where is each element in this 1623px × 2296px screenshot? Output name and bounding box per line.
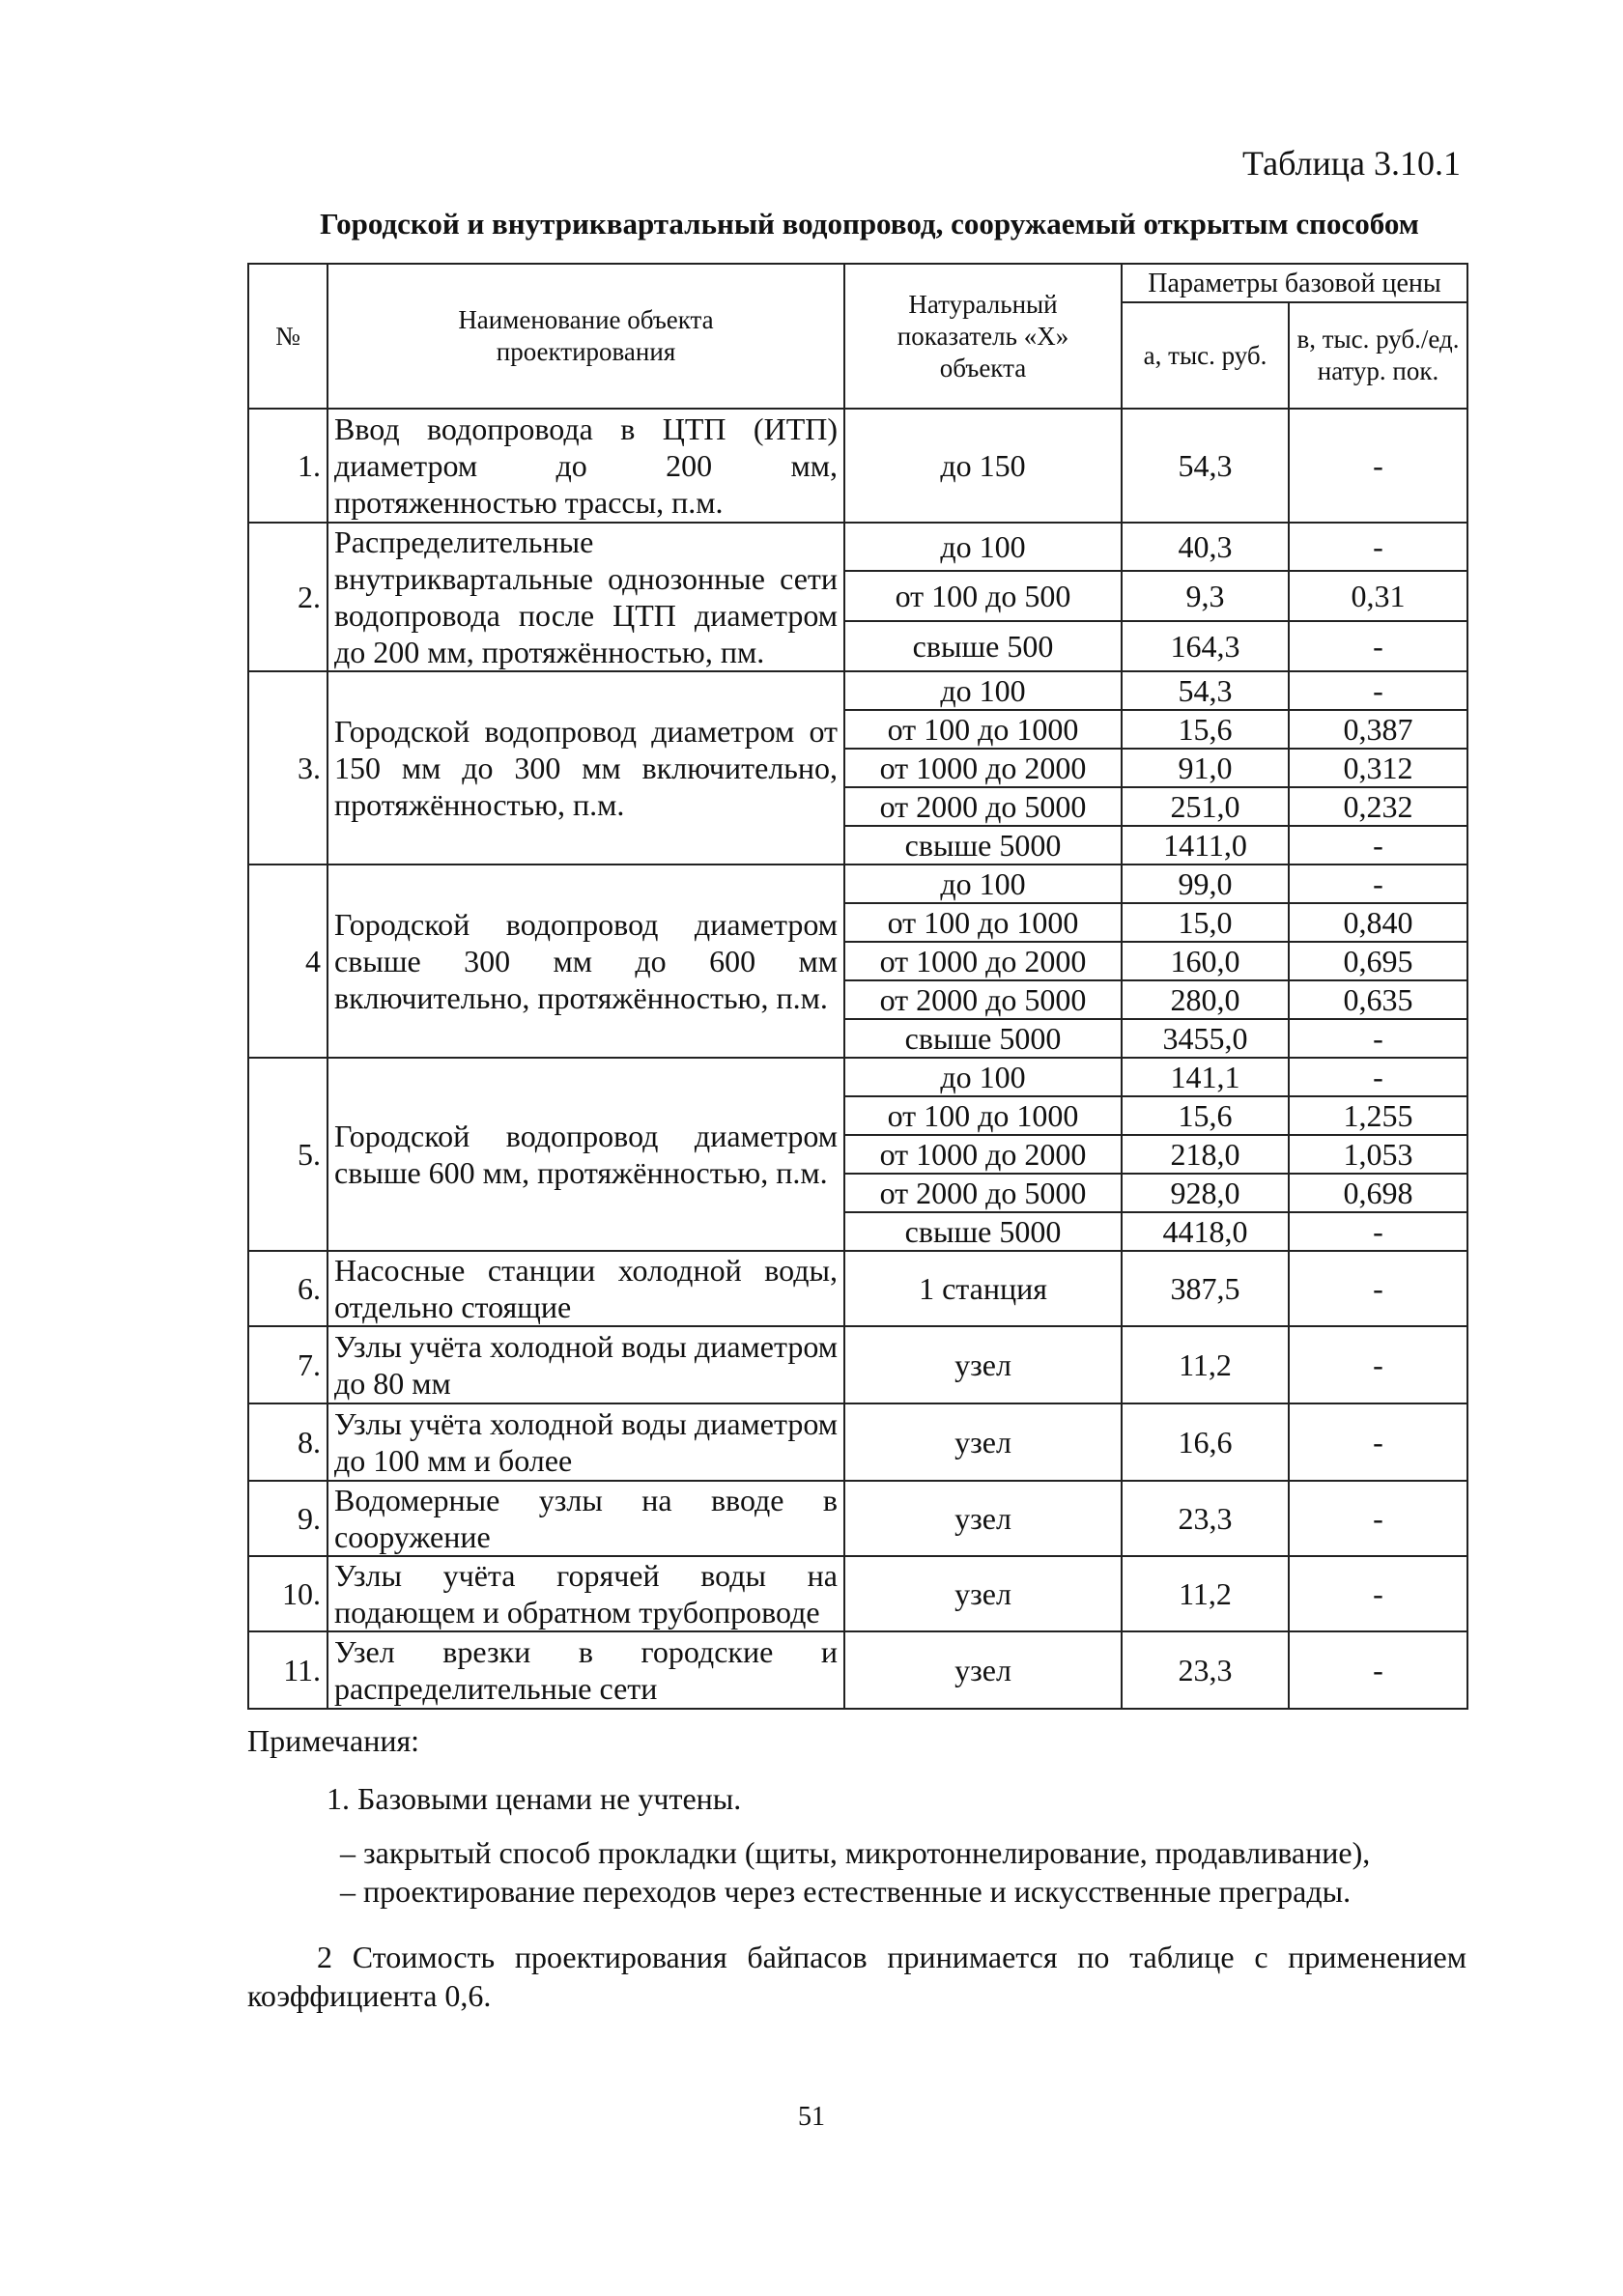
param-a-value: 3455,0: [1122, 1019, 1289, 1058]
param-b-value: 1,255: [1289, 1096, 1467, 1135]
table-row: [248, 1631, 1467, 1709]
row-number: 11.: [248, 1631, 327, 1709]
row-number: 3.: [248, 671, 327, 865]
object-name: Водомерные узлы на вводе в сооружение: [327, 1481, 844, 1556]
object-name: Городской водопровод диаметром свыше 300 мм до 600 мм включительно, протяжённостью, п.м.: [327, 865, 844, 1058]
param-a-value: 218,0: [1122, 1135, 1289, 1174]
row-number: 4: [248, 865, 327, 1058]
param-a-value: 16,6: [1122, 1403, 1289, 1481]
indicator-value: от 1000 до 2000: [844, 1135, 1122, 1174]
param-a-value: 40,3: [1122, 523, 1289, 571]
indicator-value: от 100 до 500: [844, 571, 1122, 621]
param-b-value: 0,31: [1289, 571, 1467, 621]
param-b-value: -: [1289, 523, 1467, 571]
indicator-value: от 100 до 1000: [844, 1096, 1122, 1135]
row-number: 8.: [248, 1403, 327, 1481]
indicator-value: узел: [844, 1556, 1122, 1631]
row-number: 9.: [248, 1481, 327, 1556]
param-b-value: -: [1289, 1556, 1467, 1631]
indicator-value: от 100 до 1000: [844, 903, 1122, 942]
indicator-value: от 1000 до 2000: [844, 749, 1122, 787]
param-a-value: 141,1: [1122, 1058, 1289, 1096]
object-name: Узел врезки в городские и распределительные сети: [327, 1631, 844, 1709]
table-row: [248, 671, 1467, 710]
indicator-value: свыше 5000: [844, 826, 1122, 865]
param-a-value: 160,0: [1122, 942, 1289, 980]
param-b-value: 0,698: [1289, 1174, 1467, 1212]
param-b-value: 1,053: [1289, 1135, 1467, 1174]
row-number: 6.: [248, 1251, 327, 1326]
indicator-value: узел: [844, 1403, 1122, 1481]
table-row: [248, 523, 1467, 571]
row-number: 2.: [248, 523, 327, 671]
indicator-value: 1 станция: [844, 1251, 1122, 1326]
table-row: [248, 409, 1467, 523]
row-number: 10.: [248, 1556, 327, 1631]
header-indicator: Натуральный показатель «Х» объекта: [844, 264, 1122, 409]
object-name: Городской водопровод диаметром свыше 600 мм, протяжённостью, п.м.: [327, 1058, 844, 1251]
param-a-value: 4418,0: [1122, 1212, 1289, 1251]
param-b-value: 0,232: [1289, 787, 1467, 826]
table-title: Городской и внутриквартальный водопровод, сооружаемый открытым способом: [320, 207, 1419, 241]
param-a-value: 280,0: [1122, 980, 1289, 1019]
param-b-value: -: [1289, 865, 1467, 903]
object-name: Ввод водопровода в ЦТП (ИТП) диаметром до 200 мм, протяженностью трассы, п.м.: [327, 409, 844, 523]
param-b-value: 0,695: [1289, 942, 1467, 980]
param-b-value: -: [1289, 409, 1467, 523]
param-a-value: 251,0: [1122, 787, 1289, 826]
param-b-value: -: [1289, 1019, 1467, 1058]
param-a-value: 11,2: [1122, 1556, 1289, 1631]
object-name: Распределительные внутриквартальные однозонные сети водопровода после ЦТП диаметром до 200 мм, протяжённостью, пм.: [327, 523, 844, 671]
param-a-value: 23,3: [1122, 1631, 1289, 1709]
indicator-value: свыше 5000: [844, 1212, 1122, 1251]
table-row: [248, 1251, 1467, 1326]
param-a-value: 54,3: [1122, 671, 1289, 710]
param-b-value: -: [1289, 1403, 1467, 1481]
param-a-value: 11,2: [1122, 1326, 1289, 1403]
indicator-value: до 150: [844, 409, 1122, 523]
indicator-value: свыше 5000: [844, 1019, 1122, 1058]
note-1: 1. Базовыми ценами не учтены.: [327, 1781, 742, 1816]
param-b-value: -: [1289, 1058, 1467, 1096]
param-a-value: 99,0: [1122, 865, 1289, 903]
param-a-value: 15,6: [1122, 1096, 1289, 1135]
indicator-value: от 1000 до 2000: [844, 942, 1122, 980]
table-row: [248, 1556, 1467, 1631]
param-b-value: 0,635: [1289, 980, 1467, 1019]
indicator-value: свыше 500: [844, 621, 1122, 671]
price-table: [247, 263, 1468, 1710]
table-row: [248, 1403, 1467, 1481]
param-b-value: -: [1289, 621, 1467, 671]
indicator-value: до 100: [844, 1058, 1122, 1096]
param-b-value: -: [1289, 1326, 1467, 1403]
indicator-value: от 100 до 1000: [844, 710, 1122, 749]
param-b-value: -: [1289, 1251, 1467, 1326]
indicator-value: до 100: [844, 671, 1122, 710]
row-number: 5.: [248, 1058, 327, 1251]
param-b-value: -: [1289, 826, 1467, 865]
param-a-value: 9,3: [1122, 571, 1289, 621]
param-a-value: 928,0: [1122, 1174, 1289, 1212]
indicator-value: узел: [844, 1326, 1122, 1403]
notes-heading: Примечания:: [247, 1723, 420, 1758]
note-2: 2 Стоимость проектирования байпасов принимается по таблице с применением коэффициента 0,6.: [247, 1940, 1466, 2013]
object-name: Городской водопровод диаметром от 150 мм до 300 мм включительно, протяжённостью, п.м.: [327, 671, 844, 865]
param-b-value: -: [1289, 1481, 1467, 1556]
object-name: Насосные станции холодной воды, отдельно стоящие: [327, 1251, 844, 1326]
param-a-value: 164,3: [1122, 621, 1289, 671]
param-b-value: -: [1289, 1212, 1467, 1251]
indicator-value: узел: [844, 1481, 1122, 1556]
indicator-value: от 2000 до 5000: [844, 980, 1122, 1019]
table-row: [248, 1326, 1467, 1403]
page-number: 51: [798, 2102, 825, 2132]
param-a-value: 15,6: [1122, 710, 1289, 749]
object-name: Узлы учёта холодной воды диаметром до 100 мм и более: [327, 1403, 844, 1481]
param-b-value: 0,840: [1289, 903, 1467, 942]
param-a-value: 91,0: [1122, 749, 1289, 787]
row-number: 7.: [248, 1326, 327, 1403]
param-b-value: -: [1289, 1631, 1467, 1709]
param-a-value: 387,5: [1122, 1251, 1289, 1326]
table-label: Таблица 3.10.1: [1242, 144, 1461, 183]
header-num: №: [248, 264, 327, 409]
param-a-value: 1411,0: [1122, 826, 1289, 865]
indicator-value: до 100: [844, 865, 1122, 903]
header-name: Наименование объекта проектирования: [327, 264, 844, 409]
object-name: Узлы учёта холодной воды диаметром до 80 мм: [327, 1326, 844, 1403]
indicator-value: от 2000 до 5000: [844, 787, 1122, 826]
table-row: [248, 865, 1467, 903]
note-1-sub-1: – закрытый способ прокладки (щиты, микротоннелирование, продавливание),: [340, 1835, 1371, 1870]
indicator-value: узел: [844, 1631, 1122, 1709]
header-params: Параметры базовой цены: [1122, 264, 1467, 302]
param-b-value: 0,387: [1289, 710, 1467, 749]
object-name: Узлы учёта горячей воды на подающем и обратном трубопроводе: [327, 1556, 844, 1631]
note-1-sub-2: – проектирование переходов через естественные и искусственные преграды.: [340, 1874, 1352, 1909]
notes: [247, 1721, 1466, 2015]
header-a: а, тыс. руб.: [1122, 302, 1289, 409]
row-number: 1.: [248, 409, 327, 523]
table-body: [248, 409, 1467, 1709]
param-a-value: 15,0: [1122, 903, 1289, 942]
header-b: в, тыс. руб./ед. натур. пок.: [1289, 302, 1467, 409]
table-row: [248, 1058, 1467, 1096]
table-row: [248, 1481, 1467, 1556]
param-a-value: 23,3: [1122, 1481, 1289, 1556]
indicator-value: от 2000 до 5000: [844, 1174, 1122, 1212]
param-b-value: 0,312: [1289, 749, 1467, 787]
indicator-value: до 100: [844, 523, 1122, 571]
param-b-value: -: [1289, 671, 1467, 710]
param-a-value: 54,3: [1122, 409, 1289, 523]
